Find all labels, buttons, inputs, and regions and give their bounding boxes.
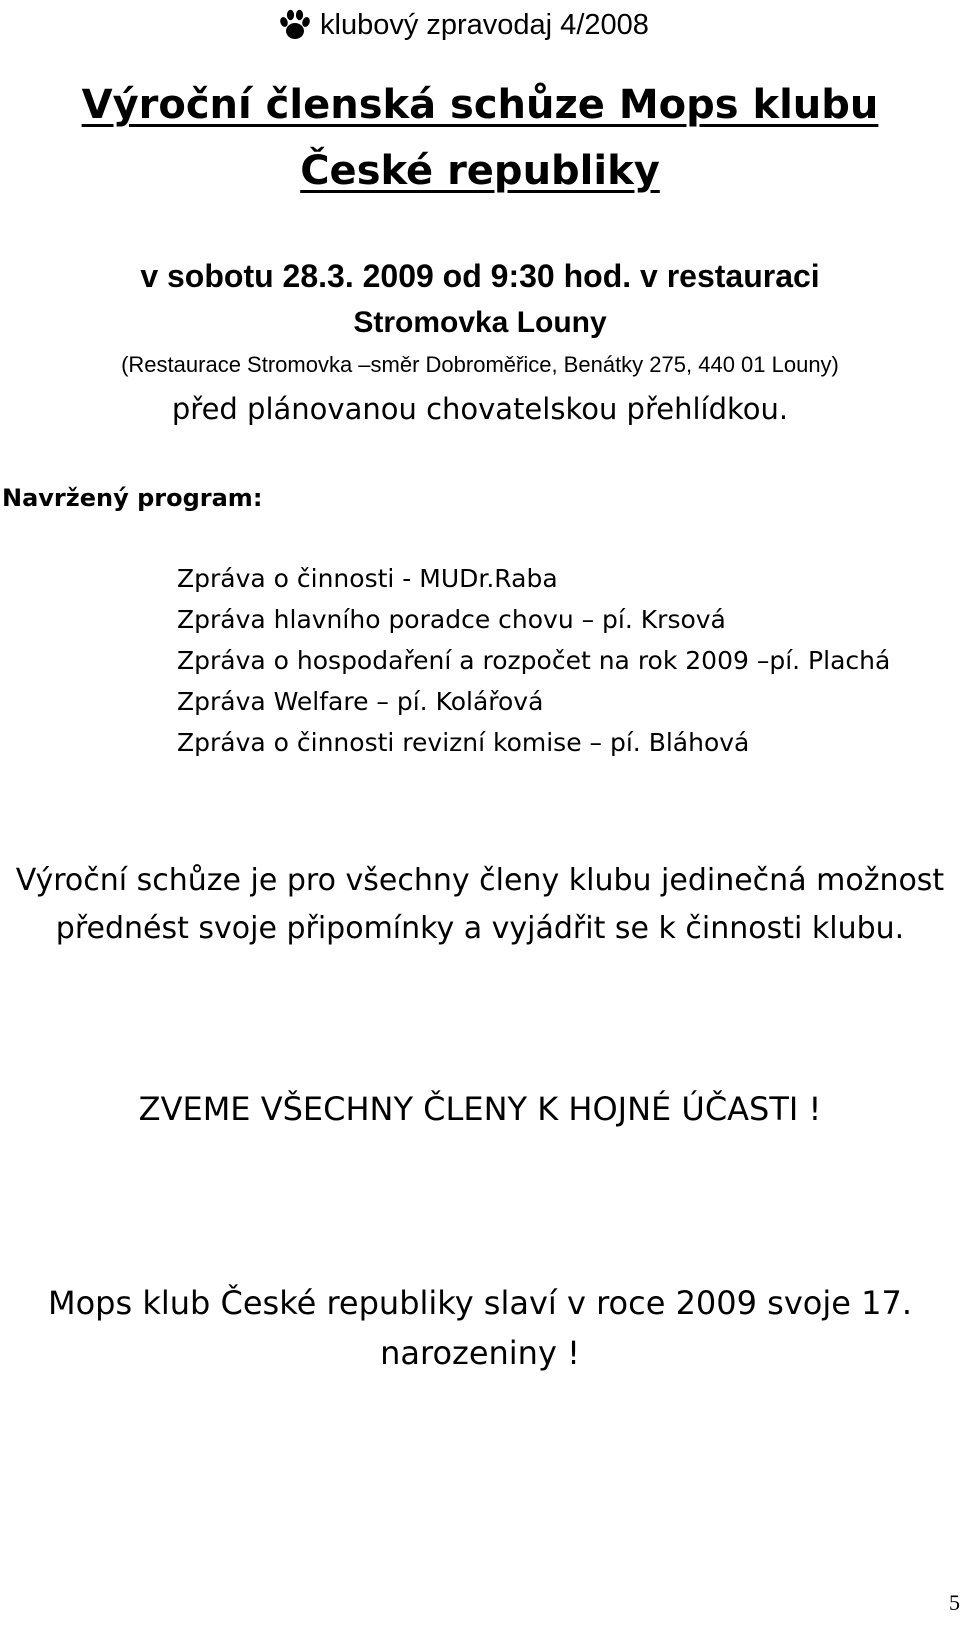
page-title-line-1: Výroční členská schůze Mops klubu [81,82,879,128]
birthday-note: Mops klub České republiky slaví v roce 2009 svoje 17. narozeniny ! [47,1284,912,1372]
event-date-time: v sobotu 28.3. 2009 od 9:30 hod. v restauraci [140,258,820,294]
page-number: 5 [949,1590,960,1615]
program-item: Zpráva o činnosti - MUDr.Raba [177,564,558,593]
program-item: Zpráva Welfare – pí. Kolářová [177,687,544,716]
meeting-paragraph: Výroční schůze je pro všechny členy klubu jedinečná možnost přednést svoje připomínky a vyjádřit se k činnosti klubu. [15,863,945,946]
newsletter-header [278,8,649,42]
program-item: Zpráva o hospodaření a rozpočet na rok 2009 –pí. Plachá [177,646,891,675]
event-venue: Stromovka Louny [353,306,607,339]
header-text: klubový zpravodaj 4/2008 [320,8,649,41]
event-address: (Restaurace Stromovka –směr Dobroměřice, Benátky 275, 440 01 Louny) [121,352,839,377]
paw-print-icon [278,8,312,42]
program-item: Zpráva o činnosti revizní komise – pí. Bláhová [177,728,750,757]
program-item: Zpráva hlavního poradce chovu – pí. Krsová [177,605,726,634]
event-note: před plánovanou chovatelskou přehlídkou. [171,392,789,426]
page-title-line-2: České republiky [300,148,660,194]
program-list [177,558,890,763]
program-heading: Navržený program: [2,484,263,512]
invitation-line: ZVEME VŠECHNY ČLENY K HOJNÉ ÚČASTI ! [138,1090,822,1128]
